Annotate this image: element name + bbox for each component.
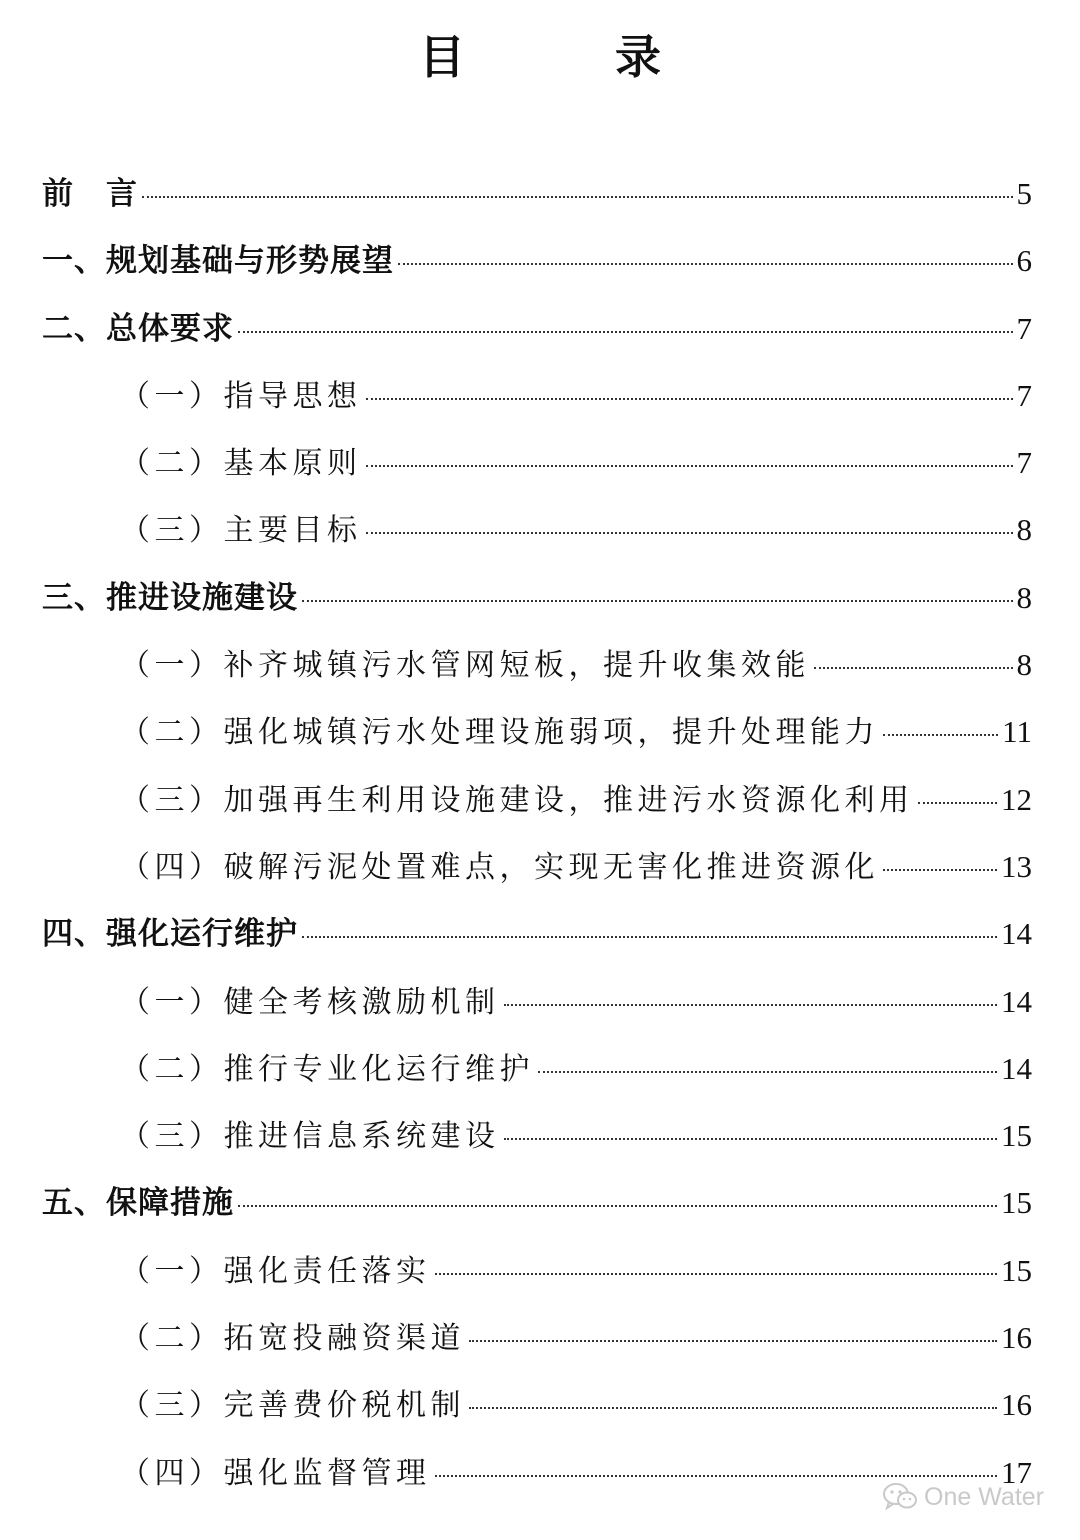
toc-entry[interactable] [42,227,1032,294]
toc-entry-page: 15 [1001,1252,1032,1288]
toc-entry[interactable] [42,1035,1032,1102]
toc-entry[interactable] [42,900,1032,967]
dot-leader [238,331,1013,333]
dot-leader [918,802,998,804]
toc-entry-label: 五、保障措施 [42,1185,234,1222]
toc-entry[interactable] [42,564,1032,631]
toc-entry[interactable] [42,429,1032,496]
wechat-icon [882,1482,918,1512]
toc-entry-page: 6 [1016,243,1032,279]
toc-entry-label: 二、总体要求 [42,310,234,347]
dot-leader [302,600,1013,602]
toc-entry[interactable] [42,1371,1032,1438]
toc-entry[interactable] [42,1169,1032,1236]
toc-entry[interactable] [42,631,1032,698]
dot-leader [435,1273,998,1275]
toc-entry-page: 15 [1001,1185,1032,1221]
watermark [882,1482,1044,1512]
toc-entry-label: （二）强化城镇污水处理设施弱项，提升处理能力 [120,715,879,751]
toc-entry-page: 11 [1002,714,1032,750]
dot-leader [435,1475,998,1477]
toc-entry-label: （四）破解污泥处置难点，实现无害化推进资源化 [120,849,879,885]
toc-entry-label: （二）基本原则 [120,446,362,482]
toc-entry-page: 8 [1016,512,1032,548]
dot-leader [238,1205,997,1207]
dot-leader [504,1004,998,1006]
toc-entry-label: 三、推进设施建设 [42,579,298,616]
page-title: 目 录 [419,30,713,84]
dot-leader [366,465,1013,467]
toc-entry[interactable] [42,766,1032,833]
toc-entry-label: （一）健全考核激励机制 [120,984,500,1020]
toc-entry-label: （一）强化责任落实 [120,1253,431,1289]
dot-leader [302,936,997,938]
dot-leader [469,1340,997,1342]
dot-leader [469,1407,997,1409]
dot-leader [883,734,998,736]
table-of-contents [42,160,1032,1506]
toc-entry-page: 13 [1001,848,1032,884]
toc-entry-label: （一）指导思想 [120,378,362,414]
toc-entry[interactable] [42,160,1032,227]
toc-entry-page: 15 [1001,1118,1032,1154]
toc-entry[interactable] [42,362,1032,429]
toc-entry-label: （三）加强再生利用设施建设，推进污水资源化利用 [120,782,914,818]
dot-leader [504,1138,998,1140]
toc-entry-page: 14 [1001,1050,1032,1086]
toc-entry[interactable] [42,1102,1032,1169]
toc-entry-page: 8 [1016,647,1032,683]
toc-entry-label: 四、强化运行维护 [42,916,298,953]
toc-entry[interactable] [42,968,1032,1035]
dot-leader [366,532,1013,534]
toc-entry-page: 16 [1001,1320,1032,1356]
toc-entry-label: （三）完善费价税机制 [120,1388,465,1424]
toc-entry[interactable] [42,496,1032,563]
watermark-text: One Water [924,1482,1044,1511]
toc-entry-page: 12 [1001,781,1032,817]
toc-entry-label: （三）主要目标 [120,513,362,549]
dot-leader [883,869,997,871]
toc-entry-label: （四）强化监督管理 [120,1455,431,1491]
toc-entry-label: （三）推进信息系统建设 [120,1119,500,1155]
toc-entry-label: 一、规划基础与形势展望 [42,243,394,280]
toc-entry-page: 17 [1001,1454,1032,1490]
toc-entry-page: 16 [1001,1387,1032,1423]
dot-leader [398,263,1013,265]
toc-entry[interactable] [42,833,1032,900]
toc-entry-page: 14 [1001,916,1032,952]
toc-entry-page: 7 [1016,445,1032,481]
toc-entry-page: 14 [1001,983,1032,1019]
toc-entry-label: （一）补齐城镇污水管网短板，提升收集效能 [120,648,810,684]
dot-leader [814,667,1013,669]
dot-leader [366,398,1013,400]
toc-entry[interactable] [42,295,1032,362]
toc-entry-label: （二）拓宽投融资渠道 [120,1321,465,1357]
toc-entry-label: （二）推行专业化运行维护 [120,1051,534,1087]
toc-entry-page: 5 [1016,176,1032,211]
toc-entry-page: 8 [1016,579,1032,615]
dot-leader [142,196,1013,198]
dot-leader [538,1071,997,1073]
toc-entry-page: 7 [1016,310,1032,346]
toc-entry[interactable] [42,1237,1032,1304]
toc-entry[interactable] [42,698,1032,765]
toc-entry-page: 7 [1016,377,1032,413]
toc-entry-label: 前 言 [42,176,138,212]
toc-entry[interactable] [42,1304,1032,1371]
